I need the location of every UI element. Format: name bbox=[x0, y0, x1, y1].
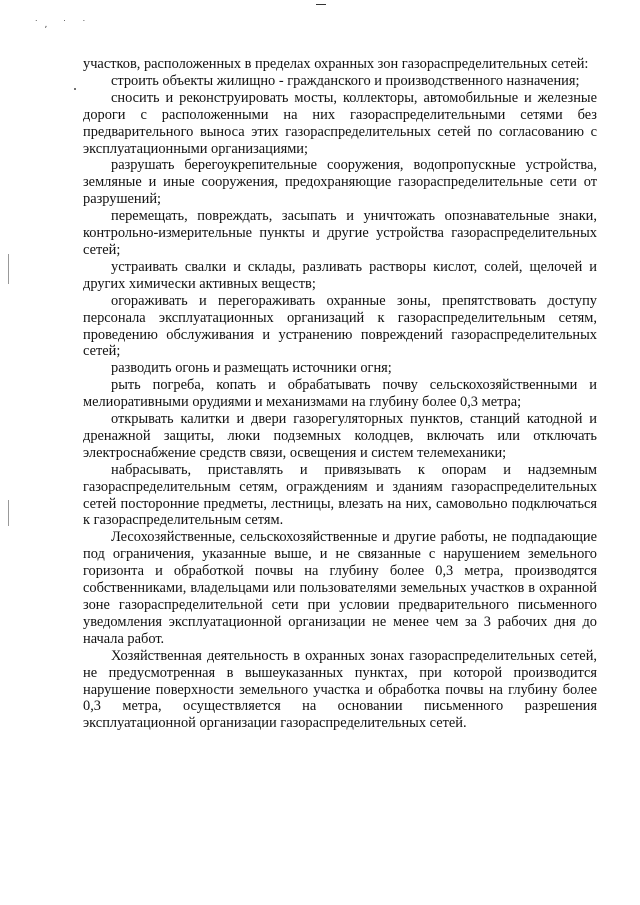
scan-mark-corner: ˙, ˙ ˙ bbox=[34, 20, 93, 30]
scan-edge-mark bbox=[8, 500, 9, 526]
paragraph: сносить и реконструировать мосты, коллекторы, автомобильные и железные дороги с расположенными на них газораспределительными сетями без предварительного выноса этих газораспределительных сетей по согласованию с эксплуатационными организациями; bbox=[83, 89, 597, 157]
scan-mark-top bbox=[316, 4, 326, 5]
paragraph: открывать калитки и двери газорегуляторных пунктов, станций катодной и дренажной защиты, люки подземных колодцев, включать или отключать электроснабжение средств связи, освещения и систем телемеханики; bbox=[83, 411, 597, 461]
scan-edge-mark bbox=[8, 254, 9, 284]
paragraph: разводить огонь и размещать источники огня; bbox=[111, 360, 392, 377]
paragraph: Хозяйственная деятельность в охранных зонах газораспределительных сетей, не предусмотренная в вышеуказанных пунктах, при которой производится нарушение поверхности земельного участка и обработка почвы на глубину более 0,3 метра, осуществляется на основании письменного разрешения эксплуатационной организации газораспределительных сетей. bbox=[83, 647, 597, 732]
paragraph: набрасывать, приставлять и привязывать к опорам и надземным газораспределительным сетям, ограждениям и зданиям газораспределительных сетей посторонние предметы, лестницы, влезать на них, самовольно подключаться к газораспределительным сетям. bbox=[83, 461, 597, 529]
paragraph: рыть погреба, копать и обрабатывать почву сельскохозяйственными и мелиоративными орудиями и механизмами на глубину более 0,3 метра; bbox=[83, 377, 597, 411]
scan-dot bbox=[74, 88, 76, 90]
document-body bbox=[83, 56, 597, 732]
paragraph: разрушать берегоукрепительные сооружения, водопропускные устройства, земляные и иные сооружения, предохраняющие газораспределительные сети от разрушений; bbox=[83, 157, 597, 208]
paragraph: устраивать свалки и склады, разливать растворы кислот, солей, щелочей и других химически активных веществ; bbox=[83, 258, 597, 292]
paragraph: участков, расположенных в пределах охранных зон газораспределительных сетей: bbox=[83, 56, 589, 72]
paragraph: перемещать, повреждать, засыпать и уничтожать опознавательные знаки, контрольно-измерительные пункты и другие устройства газораспределительных сетей; bbox=[83, 208, 597, 258]
paragraph: строить объекты жилищно - гражданского и производственного назначения; bbox=[111, 72, 580, 89]
paragraph: огораживать и перегораживать охранные зоны, препятствовать доступу персонала эксплуатационных организаций к газораспределительным сетям, проведению обслуживания и устранению повреждений газораспределительных сетей; bbox=[83, 292, 597, 360]
paragraph: Лесохозяйственные, сельскохозяйственные и другие работы, не подпадающие под ограничения, указанные выше, и не связанные с нарушением земельного горизонта и обработкой почвы на глубину более 0,3 метра, производятся собственниками, владельцами или пользователями земельных участков в охранной зоне газораспределительной сети при условии предварительного письменного уведомления эксплуатационной организации не менее чем за 3 рабочих дня до начала работ. bbox=[83, 529, 597, 647]
